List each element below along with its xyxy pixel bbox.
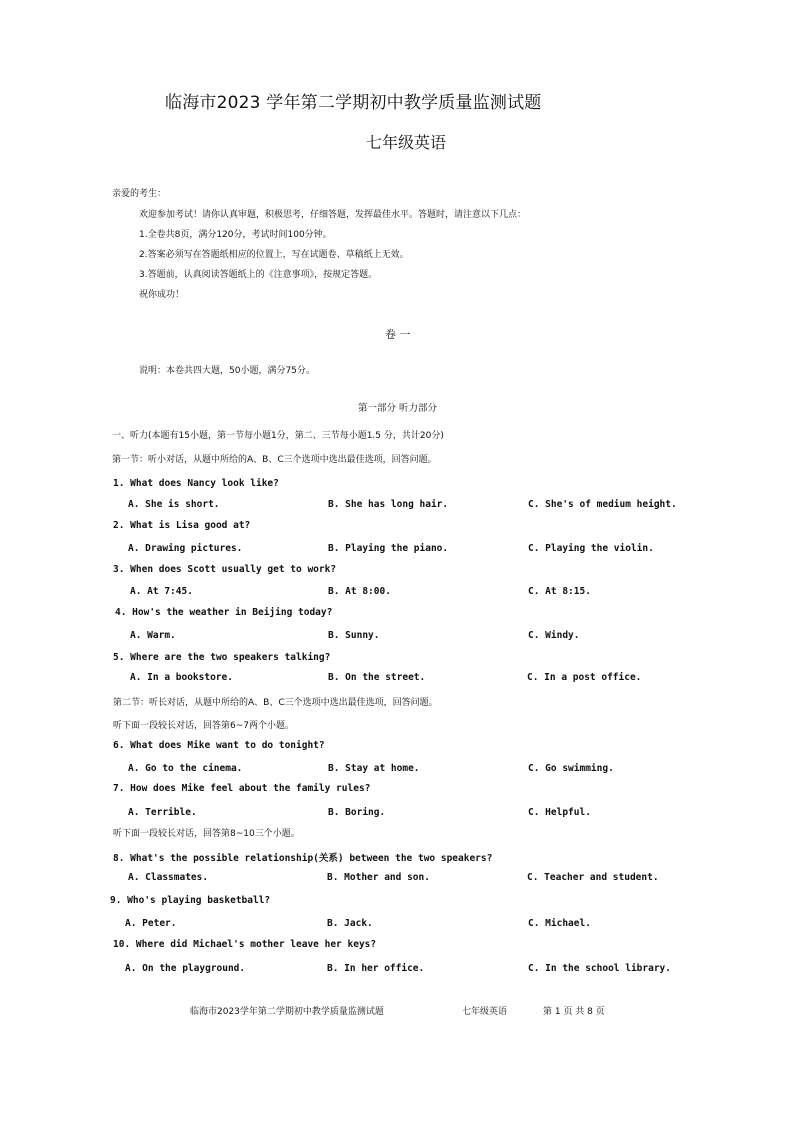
option-b: B. Jack. [327, 918, 373, 929]
question: 6. What does Mike want to do tonight? [113, 740, 325, 751]
option-b: B. At 8:00. [328, 586, 391, 597]
option-a: A. Peter. [125, 918, 177, 929]
intro-line: 欢迎参加考试！请你认真审题，积极思考，仔细答题，发挥最佳水平。答题时，请注意以下几点： [139, 210, 527, 220]
question: 9. Who's playing basketball? [110, 895, 271, 906]
option-c: C. In a post office. [527, 672, 642, 683]
volume-title: 卷 一 [385, 328, 411, 341]
option-c: C. Michael. [528, 918, 591, 929]
option-a: A. Drawing pictures. [128, 543, 243, 554]
question: 3. When does Scott usually get to work? [113, 564, 337, 575]
intro-greeting: 亲爱的考生： [112, 189, 167, 199]
footer-exam-name: 临海市2023学年第二学期初中教学质量监测试题 [190, 1007, 384, 1017]
option-c: C. In the school library. [528, 963, 671, 974]
option-a: A. Terrible. [128, 807, 197, 818]
question: 10. Where did Michael's mother leave her keys? [113, 939, 377, 950]
subsection-heading: 第一节：听小对话，从题中所给的A、B、C三个选项中选出最佳选项，回答问题。 [112, 455, 437, 465]
question: 4. How's the weather in Beijing today? [115, 607, 333, 618]
option-c: C. She's of medium height. [528, 499, 677, 510]
option-c: C. Go swimming. [528, 763, 614, 774]
intro-line: 3.答题前，认真阅读答题纸上的《注意事项》，按规定答题。 [139, 270, 378, 280]
question: 7. How does Mike feel about the family rules? [113, 783, 371, 794]
question: 1. What does Nancy look like? [113, 478, 279, 489]
option-a: A. Warm. [130, 630, 176, 641]
option-b: B. Playing the piano. [328, 543, 449, 554]
question: 2. What is Lisa good at? [113, 520, 251, 531]
question: 5. Where are the two speakers talking? [113, 652, 331, 663]
option-a: A. Classmates. [128, 872, 209, 883]
option-b: B. She has long hair. [328, 499, 449, 510]
option-a: A. At 7:45. [130, 586, 193, 597]
option-a: A. She is short. [128, 499, 220, 510]
exam-subtitle: 七年级英语 [366, 133, 447, 152]
option-b: B. Stay at home. [328, 763, 420, 774]
option-b: B. Sunny. [328, 630, 380, 641]
option-b: B. On the street. [328, 672, 426, 683]
option-c: C. At 8:15. [528, 586, 591, 597]
option-b: B. Mother and son. [327, 872, 430, 883]
option-c: C. Teacher and student. [527, 872, 659, 883]
question: 8. What's the possible relationship(关系) between the two speakers? [113, 853, 493, 864]
footer-subject: 七年级英语 [462, 1007, 508, 1017]
intro-line: 1.全卷共8页，满分120分，考试时间100分钟。 [139, 230, 332, 240]
section-note: 听下面一段较长对话，回答第6~7两个小题。 [113, 721, 294, 731]
section-note: 听下面一段较长对话，回答第8~10三个小题。 [113, 829, 300, 839]
subsection-heading: 第二节：听长对话，从题中所给的A、B、C三个选项中选出最佳选项，回答问题。 [113, 698, 438, 708]
option-c: C. Windy. [528, 630, 580, 641]
option-a: A. On the playground. [125, 963, 246, 974]
option-c: C. Playing the violin. [528, 543, 654, 554]
footer-page-number: 第 1 页 共 8 页 [543, 1007, 605, 1017]
part-title: 第一部分 听力部分 [358, 403, 438, 414]
option-a: A. In a bookstore. [130, 672, 233, 683]
exam-title: 临海市2023 学年第二学期初中教学质量监测试题 [165, 93, 542, 113]
volume-note: 说明：本卷共四大题，50小题，满分75分。 [139, 366, 315, 376]
intro-line: 祝你成功！ [139, 290, 185, 300]
option-c: C. Helpful. [528, 807, 591, 818]
option-a: A. Go to the cinema. [128, 763, 243, 774]
option-b: B. In her office. [327, 963, 425, 974]
option-b: B. Boring. [328, 807, 386, 818]
section-heading: 一、听力(本题有15小题，第一节每小题1分，第二、三节每小题1.5 分，共计20分) [112, 431, 444, 441]
intro-line: 2.答案必须写在答题纸相应的位置上，写在试题卷、草稿纸上无效。 [139, 250, 409, 260]
